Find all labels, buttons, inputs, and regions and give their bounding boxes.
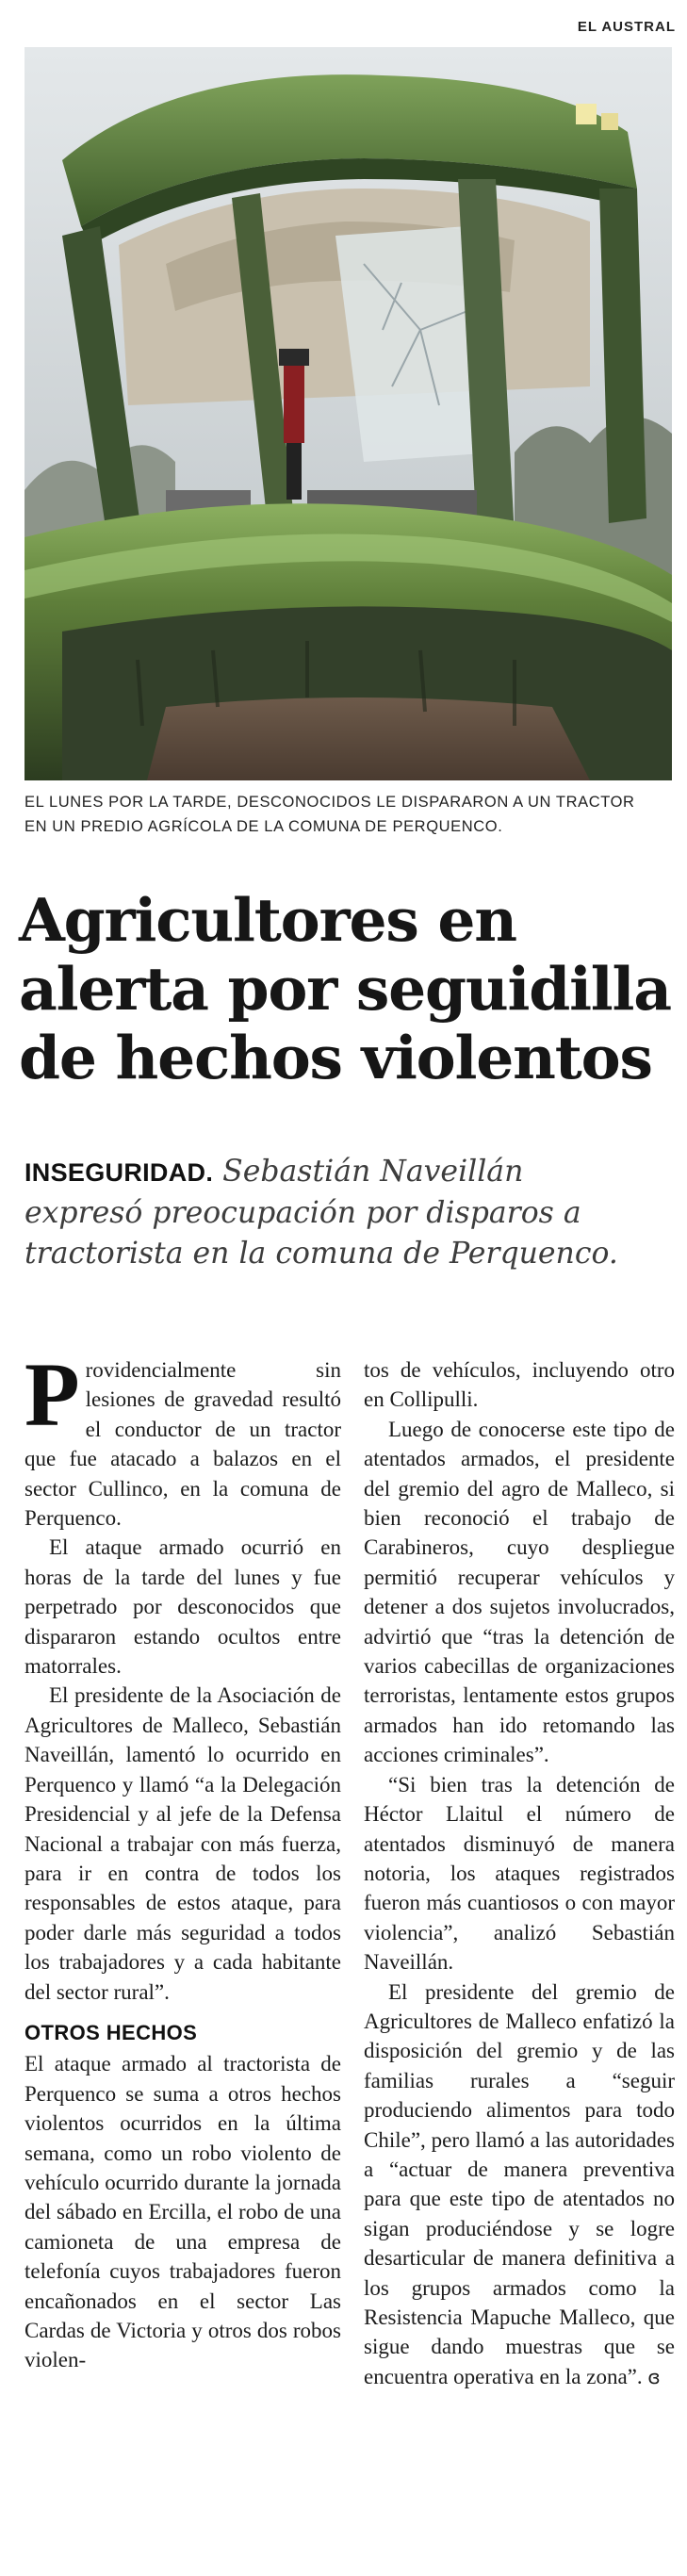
headline-line: alerta por seguidilla <box>19 954 671 1024</box>
section-subhead: OTROS HECHOS <box>25 2020 198 2044</box>
lede-line: tractorista en la comuna de Perquenco. <box>25 1237 618 1271</box>
tractor-illustration <box>25 47 672 780</box>
headline-line: de hechos violentos <box>19 1023 652 1092</box>
article-paragraph: El ataque armado ocurrió en horas de la tarde del lunes y fue perpetrado por desconocidos que dispararon estando ocultos entre matorrales. <box>25 1535 341 1679</box>
article-paragraph: Luego de conocerse este tipo de atentados armados, el presidente del gremio del agro de Malleco, si bien reconoció el trabajo de Carabineros, cuyo despliegue permitió recuperar vehículos y detener a dos sujetos involucrados, advirtió que “tras la detención de varios cabecillas de organizaciones terroristas, lentamente estos grupos armados han ido retomando las acciones criminales”. <box>364 1417 675 1767</box>
section-kicker: INSEGURIDAD. <box>25 1158 214 1187</box>
headline-line: Agricultores en <box>19 885 516 955</box>
article-paragraph: El ataque armado al tractorista de Perquenco se suma a otros hechos violentos ocurridos en la última semana, como un robo violento de vehículo ocurrido durante la jornada del sábado en Ercilla, el robo de una camioneta de una empresa de telefonía cuyos trabajadores fueron encañonados en el sector Las Cardas de Victoria y otros dos robos violen- <box>25 2052 341 2372</box>
paragraph-text: El presidente del gremio de Agricultores de Malleco enfatizó la disposición del gremio y de las familias rurales a “seguir produciendo alimentos para todo Chile”, pero llamó a las autoridades a “actuar de manera preventiva para que este tipo de atentados no sigan produciéndose y se logre desarticular de manera definitiva a los grupos armados como la Resistencia Mapuche Malleco, que sigue dando muestras que se encuentra operativa en la zona”. <box>364 1979 675 2388</box>
article-column-1 <box>25 1344 341 2375</box>
article-paragraph: “Si bien tras la detención de Héctor Llaitul el número de atentados disminuyó de manera notoria, los ataques registrados fueron más cuantiosos o con mayor violencia”, analizó Sebastián Naveillán. <box>364 1772 675 1975</box>
lede <box>25 1152 675 1274</box>
article-paragraph <box>25 1344 341 1533</box>
end-mark-icon: ɞ <box>647 2365 661 2388</box>
paragraph-text: rovidencialmente sin lesiones de gravedad resultó el conductor de un tractor que fue atacado a balazos en el sector Cullinco, en la comuna de Perquenco. <box>25 1358 341 1531</box>
photo-caption <box>25 790 675 839</box>
article-paragraph <box>364 1977 675 2393</box>
caption-line: EL LUNES POR LA TARDE, DESCONOCIDOS LE DISPARARON A UN TRACTOR <box>25 794 635 811</box>
tractor-photo <box>25 47 672 780</box>
article-column-2 <box>364 1355 675 2392</box>
lede-line: expresó preocupación por disparos a <box>25 1196 581 1230</box>
article-paragraph: El presidente de la Asociación de Agricultores de Malleco, Sebastián Naveillán, lamentó lo ocurrido en Perquenco y llamó “a la Delegación Presidencial y al jefe de la Defensa Nacional a trabajar con más fuerza, para ir en contra de todos los responsables de estos ataque, para poder darle más seguridad a todos los trabajadores y a cada habitante del sector rural”. <box>25 1683 341 2004</box>
article-paragraph: tos de vehículos, incluyendo otro en Collipulli. <box>364 1358 675 1412</box>
caption-line: EN UN PREDIO AGRÍCOLA DE LA COMUNA DE PERQUENCO. <box>25 818 503 835</box>
publication-name: EL AUSTRAL <box>577 19 676 35</box>
dropcap: P <box>25 1344 80 1445</box>
lede-line: Sebastián Naveillán <box>222 1155 524 1189</box>
headline <box>19 886 679 1092</box>
